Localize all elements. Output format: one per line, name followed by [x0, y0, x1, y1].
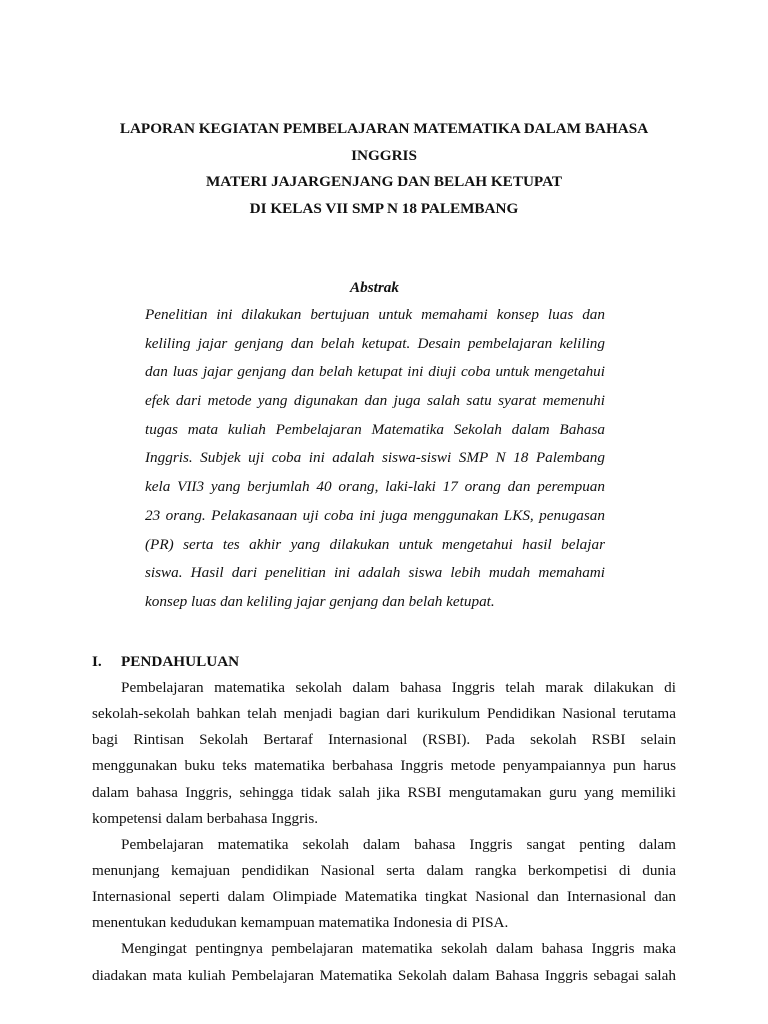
abstract-heading: Abstrak — [350, 279, 399, 296]
section-title: PENDAHULUAN — [121, 653, 240, 670]
abstract-line: kela VII3 yang berjumlah 40 orang, laki-laki 17 orang dan perempuan — [145, 478, 605, 496]
abstract-line: siswa. Hasil dari penelitian ini adalah siswa lebih mudah memahami — [145, 564, 605, 582]
body-line: Internasional seperti dalam Olimpiade Matematika tingkat Nasional dan Internasional dan — [92, 888, 676, 906]
abstract-line: (PR) serta tes akhir yang dilakukan untuk mengetahui hasil belajar — [145, 535, 605, 553]
abstract-line: keliling jajar genjang dan belah ketupat. Desain pembelajaran keliling — [145, 334, 605, 352]
body-line: Pembelajaran matematika sekolah dalam bahasa Inggris sangat penting dalam — [121, 835, 676, 853]
abstract-line: efek dari metode yang digunakan dan juga salah satu syarat memenuhi — [145, 392, 605, 410]
title-line: INGGRIS — [351, 146, 417, 164]
body-line: bagi Rintisan Sekolah Bertaraf Internasional (RSBI). Pada sekolah RSBI selain — [92, 731, 676, 749]
document-title — [92, 116, 676, 222]
section-body — [92, 675, 676, 989]
body-line: menggunakan buku teks matematika berbahasa Inggris metode penyampaiannya pun harus — [92, 757, 676, 775]
body-line: menunjang kemajuan pendidikan Nasional serta dalam rangka berkompetisi di dunia — [92, 861, 676, 879]
abstract-line: tugas mata kuliah Pembelajaran Matematika Sekolah dalam Bahasa — [145, 420, 605, 438]
section-number: I. — [92, 653, 102, 670]
title-line: DI KELAS VII SMP N 18 PALEMBANG — [249, 199, 519, 217]
body-line: kompetensi dalam berbahasa Inggris. — [92, 809, 319, 827]
body-line: dalam bahasa Inggris, sehingga tidak salah jika RSBI mengutamakan guru yang memiliki — [92, 783, 676, 801]
body-line: diadakan mata kuliah Pembelajaran Matematika Sekolah dalam Bahasa Inggris sebagai salah — [92, 966, 676, 984]
body-line: Mengingat pentingnya pembelajaran matematika sekolah dalam bahasa Inggris maka — [121, 940, 676, 958]
abstract-line: konsep luas dan keliling jajar genjang dan belah ketupat. — [145, 592, 495, 610]
abstract-line: Penelitian ini dilakukan bertujuan untuk memahami konsep luas dan — [145, 306, 605, 323]
abstract-line: dan luas jajar genjang dan belah ketupat ini diuji coba untuk mengetahui — [145, 363, 605, 381]
abstract-line: Inggris. Subjek uji coba ini adalah siswa-siswi SMP N 18 Palembang — [145, 449, 605, 467]
title-line: LAPORAN KEGIATAN PEMBELAJARAN MATEMATIKA DALAM BAHASA — [119, 120, 649, 137]
abstract-line: 23 orang. Pelakasanaan uji coba ini juga menggunakan LKS, penugasan — [145, 506, 605, 524]
section-heading — [92, 649, 239, 675]
body-line: sekolah-sekolah bahkan telah menjadi bagian dari kurikulum Pendidikan Nasional terutama — [92, 705, 676, 723]
abstract-paragraph — [145, 301, 605, 617]
body-line: menentukan kedudukan kemampuan matematika Indonesia di PISA. — [92, 914, 509, 932]
body-line: Pembelajaran matematika sekolah dalam bahasa Inggris telah marak dilakukan di — [121, 679, 676, 696]
title-line: MATERI JAJARGENJANG DAN BELAH KETUPAT — [205, 173, 563, 191]
